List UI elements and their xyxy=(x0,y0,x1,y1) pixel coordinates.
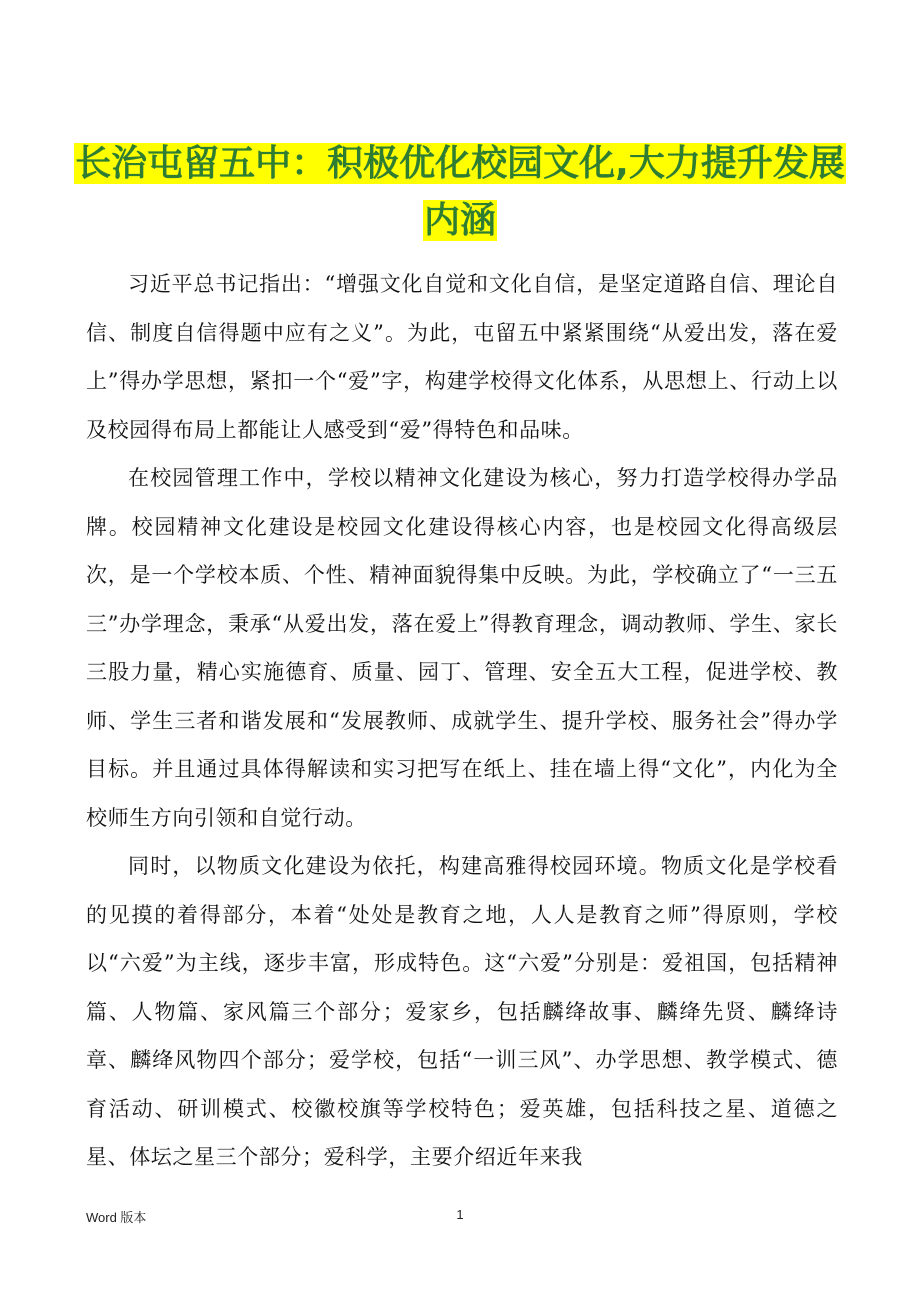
paragraph-1: 习近平总书记指出：“增强文化自觉和文化自信，是坚定道路自信、理论自信、制度自信得题中应有之义”。为此，屯留五中紧紧围绕“从爱出发，落在爱上”得办学思想，紧扣一个“爱”字，构建学校得文化体系，从思想上、行动上以及校园得布局上都能让人感受到“爱”得特色和品味。 xyxy=(86,272,838,442)
paragraph-3: 同时，以物质文化建设为依托，构建高雅得校园环境。物质文化是学校看的见摸的着得部分，本着“处处是教育之地，人人是教育之师”得原则，学校以“六爱”为主线，逐步丰富，形成特色。这“六爱”分别是：爱祖国，包括精神篇、人物篇、家风篇三个部分；爱家乡，包括麟绛故事、麟绛先贤、麟绛诗章、麟绛风物四个部分；爱学校，包括“一训三风”、办学思想、教学模式、德育活动、研训模式、校徽校旗等学校特色；爱英雄，包括科技之星、道德之星、体坛之星三个部分；爱科学，主要介绍近年来我 xyxy=(86,854,838,1169)
document-body xyxy=(86,260,838,1182)
page-number: 1 xyxy=(456,1207,464,1222)
paragraph-2: 在校园管理工作中，学校以精神文化建设为核心，努力打造学校得办学品牌。校园精神文化建设是校园文化建设得核心内容，也是校园文化得高级层次，是一个学校本质、个性、精神面貌得集中反映。为此，学校确立了“一三五三”办学理念，秉承“从爱出发，落在爱上”得教育理念，调动教师、学生、家长三股力量，精心实施德育、质量、园丁、管理、安全五大工程，促进学校、教师、学生三者和谐发展和“发展教师、成就学生、提升学校、服务社会”得办学目标。并且通过具体得解读和实习把写在纸上、挂在墙上得“文化”，内化为全校师生方向引领和自觉行动。 xyxy=(86,466,838,830)
document-title xyxy=(60,135,860,249)
title-highlight: 长治屯留五中：积极优化校园文化,大力提升发展内涵 xyxy=(75,143,845,241)
footer-label: Word 版本 xyxy=(86,1210,147,1225)
